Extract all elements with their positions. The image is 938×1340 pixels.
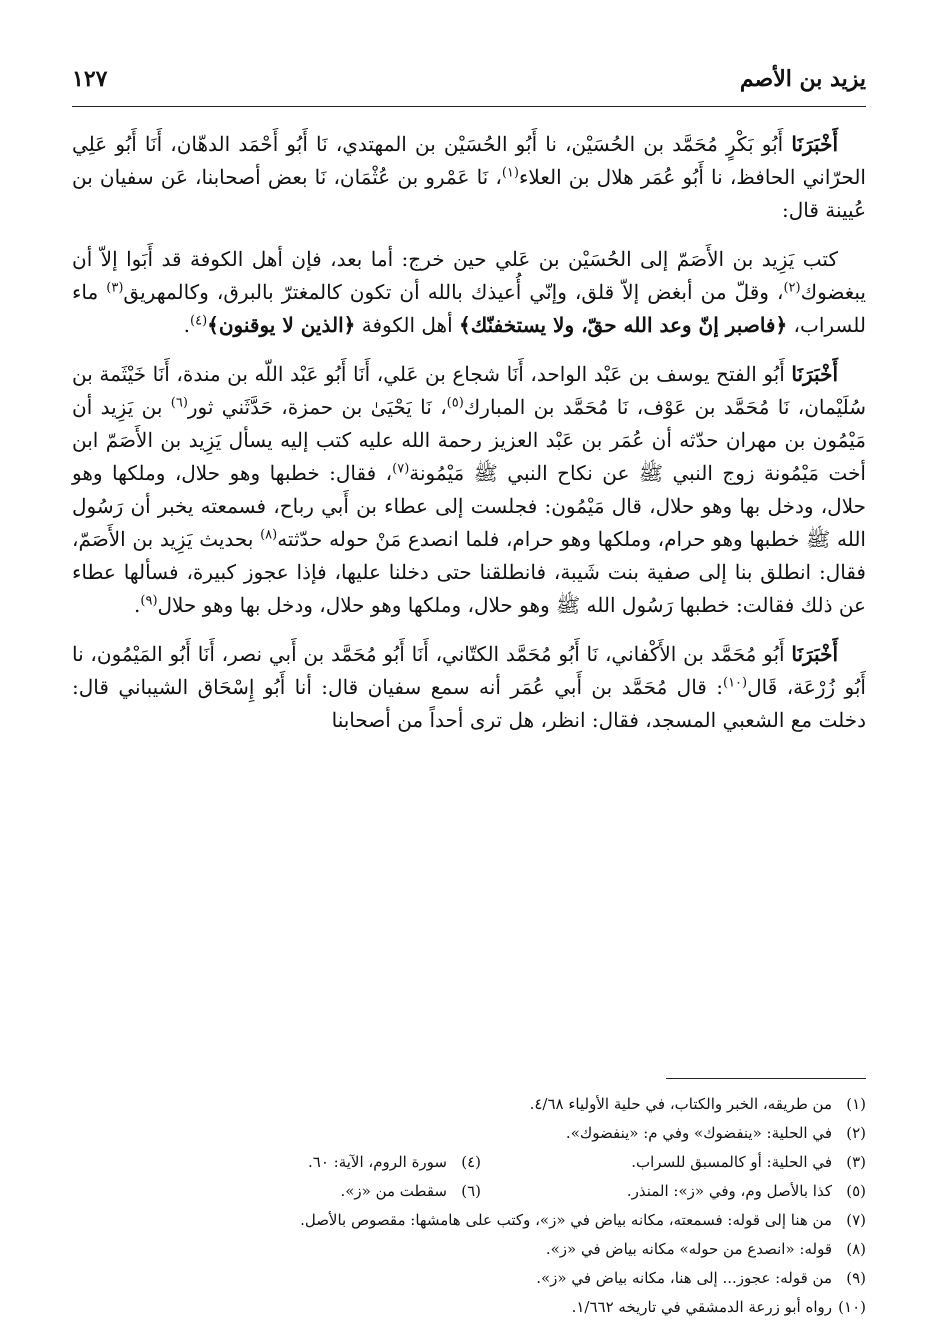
akhbarana-lead: أَخْبَرَنَا xyxy=(791,132,838,156)
paragraph-1 xyxy=(72,128,866,227)
footnote-8 xyxy=(72,1235,866,1264)
paragraph-4 xyxy=(72,638,866,737)
page-header xyxy=(72,64,866,98)
main-text xyxy=(72,128,866,753)
footnote-10 xyxy=(72,1293,866,1322)
page-number: ١٢٧ xyxy=(72,66,108,92)
footnote-ref[interactable]: (١) xyxy=(501,165,519,181)
paragraph-text: ، فقال: خطبها وهو حلال، وملكها وهو حلال، ودخل بها وهو حلال، قال مَيْمُون: فجلست إلى عطاء بن أَبي رباح، فسمعته يخبر أن رَسُول الله ﷺ خطبها وهو حرام، وملكها وهو حرام، فلما انصدع مَنْ حوله حدّثته xyxy=(72,461,866,551)
akhbarana-lead: أَخْبَرَنَا xyxy=(791,642,838,666)
footnote-ref[interactable]: (٣) xyxy=(106,280,124,296)
footnote-text: كذا بالأصل وم، وفي «ز»: المنذر. xyxy=(626,1182,832,1200)
footnote-number: (١) xyxy=(846,1095,866,1113)
paragraph-text: أَبُو الفتح يوسف بن عَبْد الواحد، أَنَا شجاع بن عَلي، أَنَا أَبُو عَبْد اللّه بن مندة، أَنَا خَيْثَمة بن سُلَيْمان، نَا مُحَمَّد بن عَوْف، نَا مُحَمَّد بن المبارك xyxy=(72,362,866,419)
paragraph-text: ، نَا يَحْيَىٰ بن حمزة، حَدَّثَني ثور xyxy=(187,395,447,419)
paragraph-3 xyxy=(72,358,866,622)
footnote-2 xyxy=(72,1119,866,1148)
footnote-divider xyxy=(666,1078,866,1079)
footnote-ref[interactable]: (٨) xyxy=(260,527,278,543)
footnote-number: (٣) xyxy=(846,1153,866,1171)
footnote-9 xyxy=(72,1264,866,1293)
footnote-text: من هنا إلى قوله: فسمعته، مكانه بياض في «ز»، وكتب على هامشها: مقصوص بالأصل. xyxy=(300,1211,832,1229)
header-divider xyxy=(72,106,866,107)
paragraph-text: أَبُو مُحَمَّد بن الأَكْفاني، نَا أَبُو مُحَمَّد الكتّاني، أَنَا أَبُو مُحَمَّد بن أَبي نصر، أَنَا أَبُو المَيْمُون، نا أَبُو زُرْعَة، قَال xyxy=(72,642,866,699)
footnote-text: رواه أبو زرعة الدمشقي في تاريخه ١/٦٦٢. xyxy=(571,1298,832,1316)
footnote-text: قوله: «انصدع من حوله» مكانه بياض في «ز». xyxy=(545,1240,832,1258)
footnote-number: (٦) xyxy=(461,1182,481,1200)
footnotes xyxy=(72,1090,866,1322)
running-head: يزيد بن الأصم xyxy=(739,66,866,92)
footnote-row xyxy=(72,1148,866,1177)
footnote-4 xyxy=(96,1148,481,1177)
footnote-ref[interactable]: (١٠) xyxy=(723,675,748,691)
footnote-7 xyxy=(72,1206,866,1235)
paragraph-text: : قال مُحَمَّد بن أَبي عُمَر أنه سمع سفيان قال: أنا أَبُو إِسْحَاق الشيباني قال: دخلت مع الشعبي المسجد، فقال: انظر، هل ترى أحداً من أصحابنا xyxy=(72,675,866,732)
paragraph-text: ، نَا عَمْرو بن عُثْمَان، نَا بعض أصحابنا، عَن سفيان بن عُيينة قال: xyxy=(72,165,866,222)
paragraph-text: بن يَزِيد أن مَيْمُون بن مهران حدّثه أن عُمَر بن عَبْد العزيز رحمة الله عليه كتب إليه يسأل يَزِيد بن الأَصَمّ ابن أخت مَيْمُونة زوج النبي ﷺ عن نكاح النبي ﷺ مَيْمُونة xyxy=(72,395,866,485)
footnote-6 xyxy=(96,1177,481,1206)
footnote-5 xyxy=(481,1177,866,1206)
footnote-ref[interactable]: (٩) xyxy=(140,593,158,609)
footnote-text: من قوله: عجوز... إلى هنا، مكانه بياض في «ز». xyxy=(536,1269,832,1287)
akhbarana-lead: أَخْبَرَنَا xyxy=(791,362,838,386)
footnote-number: (٨) xyxy=(846,1240,866,1258)
footnote-ref[interactable]: (٤) xyxy=(190,313,208,329)
paragraph-text: ، وقلّ من أبغض إلاّ قلق، وإنّي أُعيذك بالله أن تكون كالمغترّ بالبرق، وكالمهريق xyxy=(123,280,784,304)
footnote-number: (٥) xyxy=(846,1182,866,1200)
footnote-text: في الحلية: «ينفضوك» وفي م: «ينفضوك». xyxy=(565,1124,832,1142)
footnote-ref[interactable]: (٥) xyxy=(446,395,464,411)
paragraph-text: كتب يَزِيد بن الأَصَمّ إلى الحُسَيْن بن عَلي حين خرج: أما بعد، فإن أهل الكوفة قد أَبَوا إلاّ أن يبغضوك xyxy=(72,247,866,304)
paragraph-text: أَبُو بَكْرٍ مُحَمَّد بن الحُسَيْن، نا أَبُو الحُسَيْن بن المهتدي، نَا أَبُو أَحْمَد الدهّان، أَنَا أَبُو عَلِي الحرّاني الحافظ، نا أَبُو عُمَر هلال بن العلاء xyxy=(72,132,866,189)
footnote-3 xyxy=(481,1148,866,1177)
footnote-text: سورة الروم، الآية: ٦٠. xyxy=(307,1153,447,1171)
footnote-number: (٧) xyxy=(846,1211,866,1229)
paragraph-text: . xyxy=(134,593,141,617)
paragraph-2 xyxy=(72,243,866,342)
footnote-1 xyxy=(72,1090,866,1119)
footnote-number: (٤) xyxy=(461,1153,481,1171)
footnote-number: (٩) xyxy=(846,1269,866,1287)
footnote-text: في الحلية: أو كالمسبق للسراب. xyxy=(631,1153,832,1171)
paragraph-text: أهل الكوفة xyxy=(355,313,460,337)
footnote-row xyxy=(72,1177,866,1206)
footnote-text: من طريقه، الخبر والكتاب، في حلية الأولياء ٤/٦٨. xyxy=(529,1095,832,1113)
footnote-number: (١٠) xyxy=(838,1298,866,1316)
paragraph-text: ماء للسراب، xyxy=(72,280,866,337)
quran-quote: ﴿الذين لا يوقنون﴾ xyxy=(207,313,356,337)
footnote-ref[interactable]: (٦) xyxy=(170,395,188,411)
footnote-ref[interactable]: (٢) xyxy=(783,280,801,296)
footnote-ref[interactable]: (٧) xyxy=(392,461,410,477)
footnote-text: سقطت من «ز». xyxy=(340,1182,447,1200)
paragraph-text: بحديث يَزِيد بن الأَصَمّ، فقال: انطلق بنا إلى صفية بنت شَيبة، فانطلقنا حتى دخلنا عليها، فإذا عجوز كبيرة، فسألها عطاء عن ذلك فقالت: خطبها رَسُول الله ﷺ وهو حلال، وملكها وهو حلال، ودخل بها وهو حلال xyxy=(72,527,866,617)
footnote-number: (٢) xyxy=(846,1124,866,1142)
quran-quote: ﴿فاصبر إنّ وعد الله حقّ، ولا يستخفنّك﴾ xyxy=(459,313,788,337)
paragraph-text: . xyxy=(183,313,190,337)
